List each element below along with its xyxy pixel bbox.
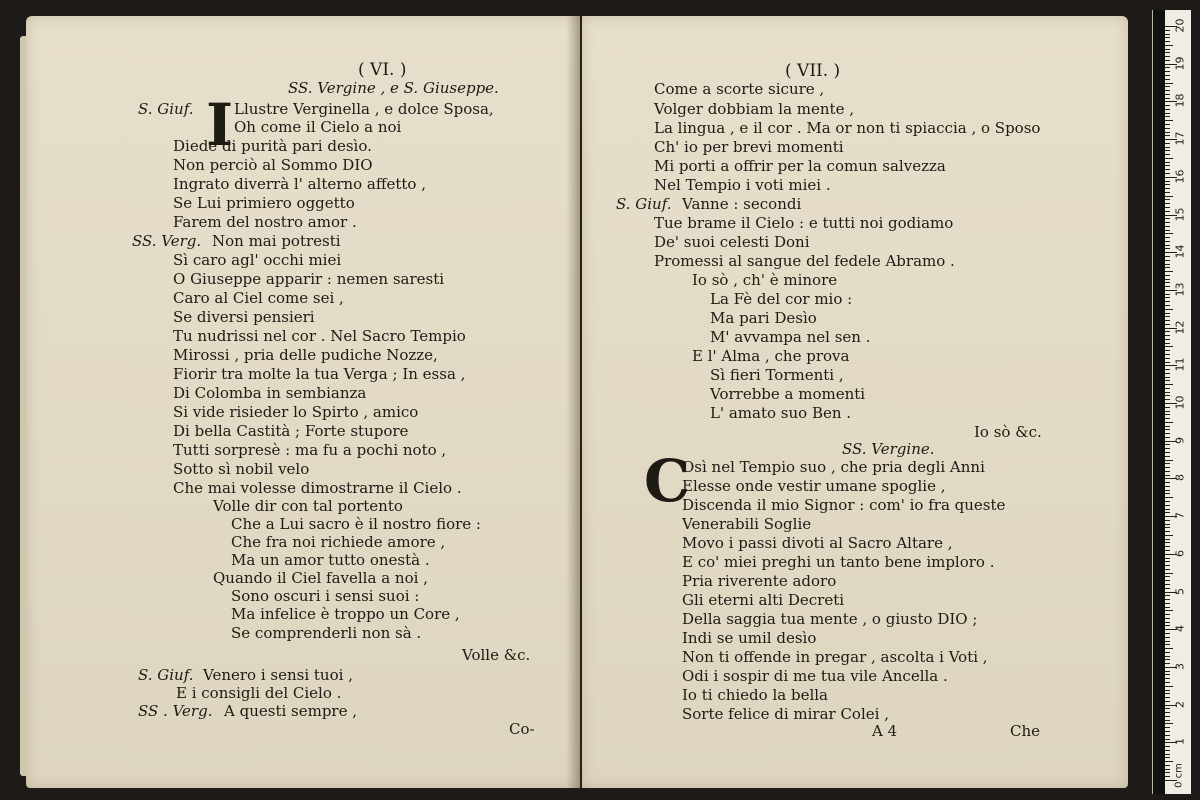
ruler-tick bbox=[1165, 690, 1170, 691]
verse-line: Come a scorte sicure , bbox=[654, 80, 825, 98]
ruler-tick bbox=[1165, 652, 1170, 653]
ruler-tick bbox=[1165, 708, 1170, 709]
ruler-tick bbox=[1165, 154, 1170, 155]
verse-line: Se Lui primiero oggetto bbox=[173, 194, 355, 212]
verse-line: Non mai potresti bbox=[212, 232, 341, 250]
catchword: Co- bbox=[509, 720, 535, 738]
ruler-tick bbox=[1165, 233, 1173, 234]
verse-line: La lingua , e il cor . Ma or non ti spiaccia , o Sposo bbox=[654, 119, 1041, 137]
verse-line: Se comprenderli non sà . bbox=[231, 624, 422, 642]
ruler-tick bbox=[1165, 211, 1170, 212]
verse-line: Diede di purità pari desìo. bbox=[173, 137, 372, 155]
ruler-tick bbox=[1165, 712, 1170, 713]
ruler-tick bbox=[1165, 316, 1170, 317]
ruler-tick bbox=[1165, 674, 1170, 675]
verse-line: Vanne : secondi bbox=[682, 195, 802, 213]
verse-line: O Giuseppe apparir : nemen saresti bbox=[173, 270, 445, 288]
book-spread bbox=[26, 16, 1128, 792]
ruler-tick bbox=[1165, 60, 1170, 61]
ruler-tick bbox=[1165, 618, 1170, 619]
ruler-tick bbox=[1165, 750, 1170, 751]
speaker-label: S. Giuf. bbox=[138, 100, 194, 118]
ruler-tick bbox=[1165, 98, 1170, 99]
ruler-number: 15 bbox=[1173, 207, 1187, 221]
ruler-tick bbox=[1165, 343, 1170, 344]
ruler-number: 8 bbox=[1173, 474, 1187, 482]
ruler-number: 7 bbox=[1173, 512, 1187, 520]
ruler-tick bbox=[1165, 199, 1170, 200]
verse-line: Che fra noi richiede amore , bbox=[231, 533, 446, 551]
ruler-tick bbox=[1165, 433, 1170, 434]
page-number: ( VII. ) bbox=[785, 61, 841, 81]
verse-line: E co' miei preghi un tanto bene imploro . bbox=[682, 553, 995, 571]
ruler-number: 2 bbox=[1173, 700, 1187, 708]
section-heading: SS. Vergine. bbox=[842, 440, 935, 458]
ruler-tick bbox=[1165, 497, 1173, 498]
ruler-tick bbox=[1165, 422, 1173, 423]
ruler-tick bbox=[1165, 460, 1173, 461]
verse-line: E i consigli del Cielo . bbox=[176, 684, 342, 702]
ruler-tick bbox=[1165, 659, 1170, 660]
ruler-tick bbox=[1165, 162, 1170, 163]
verse-line: Sotto sì nobil velo bbox=[173, 460, 310, 478]
ruler-number: 11 bbox=[1173, 357, 1187, 372]
ruler-tick bbox=[1165, 463, 1170, 464]
ruler-tick bbox=[1165, 648, 1173, 649]
verse-line: Elesse onde vestir umane spoglie , bbox=[682, 477, 946, 495]
ruler-tick bbox=[1165, 147, 1170, 148]
refrain-cue: Io sò &c. bbox=[974, 423, 1042, 441]
signature-mark: A 4 bbox=[872, 722, 898, 740]
ruler-tick bbox=[1165, 158, 1173, 159]
ruler-tick bbox=[1165, 260, 1170, 261]
verse-line: Della saggia tua mente , o giusto DIO ; bbox=[682, 610, 978, 628]
verse-line: Io ti chiedo la bella bbox=[682, 686, 828, 704]
ruler-tick bbox=[1165, 486, 1170, 487]
ruler-tick bbox=[1165, 286, 1170, 287]
ruler-unit-label: 0 cm bbox=[1173, 763, 1185, 788]
ruler-tick bbox=[1165, 380, 1170, 381]
ruler-tick bbox=[1165, 282, 1170, 283]
ruler-tick bbox=[1165, 399, 1170, 400]
ruler-tick bbox=[1165, 324, 1170, 325]
ruler-tick bbox=[1165, 45, 1173, 46]
verse-line: Venerabili Soglie bbox=[682, 515, 812, 533]
ruler-tick bbox=[1165, 113, 1170, 114]
ruler-tick bbox=[1165, 34, 1170, 35]
ruler-tick bbox=[1165, 452, 1170, 453]
ruler-tick bbox=[1165, 237, 1170, 238]
ruler-tick bbox=[1165, 558, 1170, 559]
ruler-tick bbox=[1165, 444, 1170, 445]
ruler-tick bbox=[1165, 90, 1170, 91]
ruler-tick bbox=[1165, 52, 1170, 53]
ruler-number: 4 bbox=[1173, 625, 1187, 633]
verse-line: Mirossi , pria delle pudiche Nozze, bbox=[173, 346, 438, 364]
ruler-number: 18 bbox=[1173, 93, 1187, 108]
ruler-tick bbox=[1165, 475, 1170, 476]
ruler-tick bbox=[1165, 392, 1170, 393]
verse-line: Quando il Ciel favella a noi , bbox=[213, 569, 428, 587]
verse-line: Tu nudrissi nel cor . Nel Sacro Tempio bbox=[173, 327, 466, 345]
ruler-tick bbox=[1165, 75, 1170, 76]
right-page bbox=[582, 16, 1128, 788]
ruler-tick bbox=[1165, 746, 1170, 747]
verse-line: Sì caro agl' occhi miei bbox=[173, 251, 342, 269]
ruler-tick bbox=[1165, 539, 1170, 540]
ruler-number: 16 bbox=[1173, 169, 1187, 184]
ruler-tick bbox=[1165, 550, 1170, 551]
verse-line: Ma pari Desìo bbox=[710, 309, 817, 327]
ruler-tick bbox=[1165, 701, 1170, 702]
ruler-tick bbox=[1165, 426, 1170, 427]
ruler-tick bbox=[1165, 637, 1170, 638]
verse-line: Tutti sorpresè : ma fu a pochi noto , bbox=[173, 441, 447, 459]
ruler-tick bbox=[1165, 437, 1170, 438]
verse-line: Mi porti a offrir per la comun salvezza bbox=[654, 157, 946, 175]
ruler-tick bbox=[1165, 37, 1170, 38]
verse-line: Ma infelice è troppo un Core , bbox=[231, 605, 460, 623]
verse-line: De' suoi celesti Doni bbox=[654, 233, 810, 251]
ruler-tick bbox=[1165, 776, 1170, 777]
ruler-tick bbox=[1165, 264, 1170, 265]
ruler-tick bbox=[1165, 124, 1170, 125]
ruler-tick bbox=[1165, 656, 1170, 657]
ruler-number: 10 bbox=[1173, 395, 1187, 410]
ruler-tick bbox=[1165, 682, 1170, 683]
ruler-tick bbox=[1165, 346, 1173, 347]
ruler-tick bbox=[1165, 754, 1170, 755]
ruler-tick bbox=[1165, 625, 1170, 626]
ruler-tick bbox=[1165, 595, 1170, 596]
ruler-tick bbox=[1165, 411, 1170, 412]
verse-line: L' amato suo Ben . bbox=[710, 404, 852, 422]
verse-line: Osì nel Tempio suo , che pria degli Anni bbox=[682, 458, 985, 476]
ruler-number: 9 bbox=[1173, 436, 1187, 444]
verse-line: Gli eterni alti Decreti bbox=[682, 591, 845, 609]
ruler-tick bbox=[1165, 505, 1170, 506]
verse-line: Caro al Ciel come sei , bbox=[173, 289, 344, 307]
verse-line: Vorrebbe a momenti bbox=[710, 385, 866, 403]
speaker-label: SS. Verg. bbox=[132, 232, 202, 250]
ruler-tick bbox=[1165, 671, 1170, 672]
ruler-tick bbox=[1165, 192, 1170, 193]
ruler-tick bbox=[1165, 67, 1170, 68]
ruler-tick bbox=[1165, 535, 1173, 536]
ruler-tick bbox=[1165, 369, 1170, 370]
ruler-tick bbox=[1165, 169, 1170, 170]
ruler-tick bbox=[1165, 418, 1170, 419]
verse-line: Di bella Castità ; Forte stupore bbox=[173, 422, 409, 440]
ruler-tick bbox=[1165, 388, 1170, 389]
ruler-tick bbox=[1165, 723, 1173, 724]
refrain-cue: Volle &c. bbox=[462, 646, 531, 664]
ruler-tick bbox=[1165, 120, 1173, 121]
verse-line: Io sò , ch' è minore bbox=[692, 271, 838, 289]
ruler-tick bbox=[1165, 230, 1170, 231]
ruler-tick bbox=[1165, 727, 1170, 728]
ruler-number: 19 bbox=[1173, 56, 1187, 71]
verse-line: Oh come il Cielo a noi bbox=[234, 118, 402, 136]
ruler-tick bbox=[1165, 527, 1170, 528]
ruler-tick bbox=[1165, 678, 1170, 679]
ruler-tick bbox=[1165, 641, 1170, 642]
ruler-tick bbox=[1165, 482, 1170, 483]
verse-line: Che a Lui sacro è il nostro fiore : bbox=[231, 515, 481, 533]
ruler-tick bbox=[1165, 542, 1170, 543]
ruler-tick bbox=[1165, 320, 1170, 321]
ruler-tick bbox=[1165, 584, 1170, 585]
verse-line: Movo i passi divoti al Sacro Altare , bbox=[682, 534, 953, 552]
ruler-tick bbox=[1165, 294, 1170, 295]
ruler-tick bbox=[1165, 765, 1170, 766]
ruler-tick bbox=[1165, 132, 1170, 133]
catchword: Che bbox=[1010, 722, 1041, 740]
verse-line: Odi i sospir di me tua vile Ancella . bbox=[682, 667, 948, 685]
ruler-tick bbox=[1165, 86, 1170, 87]
verse-line: Llustre Verginella , e dolce Sposa, bbox=[234, 100, 494, 118]
ruler-tick bbox=[1165, 610, 1173, 611]
ruler-number: 1 bbox=[1173, 738, 1187, 746]
ruler-tick bbox=[1165, 580, 1170, 581]
verse-line: Non perciò al Sommo DIO bbox=[173, 156, 373, 174]
ruler-tick bbox=[1165, 248, 1170, 249]
verse-line: La Fè del cor mio : bbox=[710, 290, 853, 308]
verse-line: Pria riverente adoro bbox=[682, 572, 837, 590]
ruler-tick bbox=[1165, 471, 1170, 472]
ruler-tick bbox=[1165, 222, 1170, 223]
ruler-tick bbox=[1165, 761, 1173, 762]
speaker-label: S. Giuf. bbox=[616, 195, 672, 213]
drop-cap: I bbox=[206, 91, 234, 159]
ruler-tick bbox=[1165, 693, 1170, 694]
verse-line: Di Colomba in sembianza bbox=[173, 384, 367, 402]
verse-line: Che mai volesse dimostrarne il Cielo . bbox=[173, 479, 462, 497]
ruler-tick bbox=[1165, 731, 1170, 732]
ruler-tick bbox=[1165, 373, 1170, 374]
verse-line: Volger dobbiam la mente , bbox=[654, 100, 854, 118]
ruler-number: 12 bbox=[1173, 320, 1187, 335]
ruler-tick bbox=[1165, 150, 1170, 151]
verse-line: E l' Alma , che prova bbox=[692, 347, 850, 365]
ruler-tick bbox=[1165, 41, 1170, 42]
ruler-black-strip bbox=[1153, 10, 1165, 794]
ruler-tick bbox=[1165, 181, 1170, 182]
ruler-tick bbox=[1165, 56, 1170, 57]
ruler-tick bbox=[1165, 362, 1170, 363]
ruler-tick bbox=[1165, 490, 1170, 491]
ruler-tick bbox=[1165, 297, 1170, 298]
ruler-tick bbox=[1165, 414, 1170, 415]
ruler-tick bbox=[1165, 614, 1170, 615]
ruler-tick bbox=[1165, 350, 1170, 351]
ruler-tick bbox=[1165, 720, 1170, 721]
verse-line: Ingrato diverrà l' alterno affetto , bbox=[173, 175, 426, 193]
ruler-tick bbox=[1165, 256, 1170, 257]
ruler-number: 13 bbox=[1173, 282, 1187, 297]
ruler-tick bbox=[1165, 83, 1173, 84]
ruler-tick bbox=[1165, 267, 1170, 268]
ruler-tick bbox=[1165, 622, 1170, 623]
ruler-tick bbox=[1165, 354, 1170, 355]
ruler-tick bbox=[1165, 686, 1173, 687]
ruler-tick bbox=[1165, 603, 1170, 604]
ruler-tick bbox=[1165, 407, 1170, 408]
ruler-tick bbox=[1165, 520, 1170, 521]
ruler-tick bbox=[1165, 607, 1170, 608]
ruler-number: 20 bbox=[1173, 18, 1187, 33]
ruler-tick bbox=[1165, 524, 1170, 525]
ruler-tick bbox=[1165, 305, 1170, 306]
ruler-tick bbox=[1165, 241, 1170, 242]
speaker-label: SS . Verg. bbox=[138, 702, 213, 720]
ruler-tick bbox=[1165, 94, 1170, 95]
ruler-tick bbox=[1165, 429, 1170, 430]
verse-line: Venero i sensi tuoi , bbox=[203, 666, 353, 684]
ruler-tick bbox=[1165, 599, 1170, 600]
ruler-tick bbox=[1165, 226, 1170, 227]
ruler-tick bbox=[1165, 395, 1170, 396]
verse-line: Tue brame il Cielo : e tutti noi godiamo bbox=[654, 214, 954, 232]
ruler-number: 3 bbox=[1173, 662, 1187, 670]
ruler-tick bbox=[1165, 196, 1173, 197]
ruler-tick bbox=[1165, 339, 1170, 340]
verse-line: Se diversi pensieri bbox=[173, 308, 315, 326]
ruler-number: 17 bbox=[1173, 131, 1187, 146]
drop-cap: C bbox=[644, 447, 691, 515]
measuring-ruler bbox=[1152, 10, 1191, 794]
ruler-tick bbox=[1165, 335, 1170, 336]
verse-line: Farem del nostro amor . bbox=[173, 213, 357, 231]
ruler-tick bbox=[1165, 116, 1170, 117]
ruler-tick bbox=[1165, 188, 1170, 189]
ruler-tick bbox=[1165, 456, 1170, 457]
verse-line: Discenda il mio Signor : com' io fra queste bbox=[682, 496, 1006, 514]
ruler-tick bbox=[1165, 697, 1170, 698]
ruler-tick bbox=[1165, 279, 1170, 280]
verse-line: M' avvampa nel sen . bbox=[710, 328, 871, 346]
ruler-tick bbox=[1165, 739, 1170, 740]
ruler-tick bbox=[1165, 301, 1170, 302]
ruler-tick bbox=[1165, 576, 1170, 577]
ruler-tick bbox=[1165, 565, 1170, 566]
ruler-tick bbox=[1165, 467, 1170, 468]
ruler-tick bbox=[1165, 772, 1170, 773]
ruler-tick bbox=[1165, 531, 1170, 532]
ruler-tick bbox=[1165, 245, 1170, 246]
ruler-tick bbox=[1165, 757, 1170, 758]
ruler-number: 6 bbox=[1173, 549, 1187, 557]
ruler-tick bbox=[1165, 633, 1170, 634]
ruler-tick bbox=[1165, 71, 1170, 72]
ruler-tick bbox=[1165, 207, 1170, 208]
ruler-tick bbox=[1165, 573, 1173, 574]
ruler-tick bbox=[1165, 128, 1170, 129]
ruler-tick bbox=[1165, 275, 1170, 276]
verse-line: Sì fieri Tormenti , bbox=[710, 366, 844, 384]
ruler-tick bbox=[1165, 79, 1170, 80]
ruler-tick bbox=[1165, 173, 1170, 174]
verse-line: Fiorir tra molte la tua Verga ; In essa , bbox=[173, 365, 466, 383]
verse-line: Sono oscuri i sensi suoi : bbox=[231, 587, 420, 605]
speaker-label: S. Giuf. bbox=[138, 666, 194, 684]
ruler-tick bbox=[1165, 588, 1170, 589]
ruler-tick bbox=[1165, 644, 1170, 645]
ruler-tick bbox=[1165, 493, 1170, 494]
ruler-tick bbox=[1165, 135, 1170, 136]
ruler-tick bbox=[1165, 569, 1170, 570]
ruler-tick bbox=[1165, 109, 1170, 110]
page-number: ( VI. ) bbox=[358, 60, 407, 80]
ruler-tick bbox=[1165, 30, 1170, 31]
ruler-number: 5 bbox=[1173, 587, 1187, 595]
ruler-tick bbox=[1165, 165, 1170, 166]
ruler-tick bbox=[1165, 184, 1170, 185]
verse-line: Non ti offende in pregar , ascolta i Voti , bbox=[682, 648, 988, 666]
ruler-tick bbox=[1165, 309, 1173, 310]
verse-line: Volle dir con tal portento bbox=[213, 497, 403, 515]
ruler-tick bbox=[1165, 501, 1170, 502]
ruler-tick bbox=[1165, 358, 1170, 359]
ruler-tick bbox=[1165, 49, 1170, 50]
ruler-tick bbox=[1165, 218, 1170, 219]
ruler-number: 14 bbox=[1173, 244, 1187, 259]
verse-line: Nel Tempio i voti miei . bbox=[654, 176, 831, 194]
ruler-tick bbox=[1165, 143, 1170, 144]
verse-line: Indi se umil desìo bbox=[682, 629, 817, 647]
ruler-tick bbox=[1165, 663, 1170, 664]
verse-line: Si vide risieder lo Spirto , amico bbox=[173, 403, 419, 421]
ruler-tick bbox=[1165, 509, 1170, 510]
verse-line: Sorte felice di mirar Colei , bbox=[682, 705, 889, 723]
ruler-tick bbox=[1165, 512, 1170, 513]
ruler-tick bbox=[1165, 448, 1170, 449]
ruler-tick bbox=[1165, 561, 1170, 562]
ruler-tick bbox=[1165, 769, 1170, 770]
verse-line: A questi sempre , bbox=[224, 702, 358, 720]
ruler-tick bbox=[1165, 546, 1170, 547]
ruler-tick bbox=[1165, 384, 1173, 385]
page-heading: SS. Vergine , e S. Giuseppe. bbox=[288, 79, 499, 97]
ruler-tick bbox=[1165, 735, 1170, 736]
left-page bbox=[26, 16, 580, 788]
ruler-tick bbox=[1165, 331, 1170, 332]
ruler-tick bbox=[1165, 313, 1170, 314]
verse-line: Promessi al sangue del fedele Abramo . bbox=[654, 252, 955, 270]
verse-line: Ch' io per brevi momenti bbox=[654, 138, 844, 156]
ruler-tick bbox=[1165, 203, 1170, 204]
ruler-tick bbox=[1165, 105, 1170, 106]
ruler-tick bbox=[1165, 271, 1173, 272]
ruler-tick bbox=[1165, 377, 1170, 378]
verse-line: Ma un amor tutto onestà . bbox=[231, 551, 430, 569]
ruler-tick bbox=[1165, 716, 1170, 717]
